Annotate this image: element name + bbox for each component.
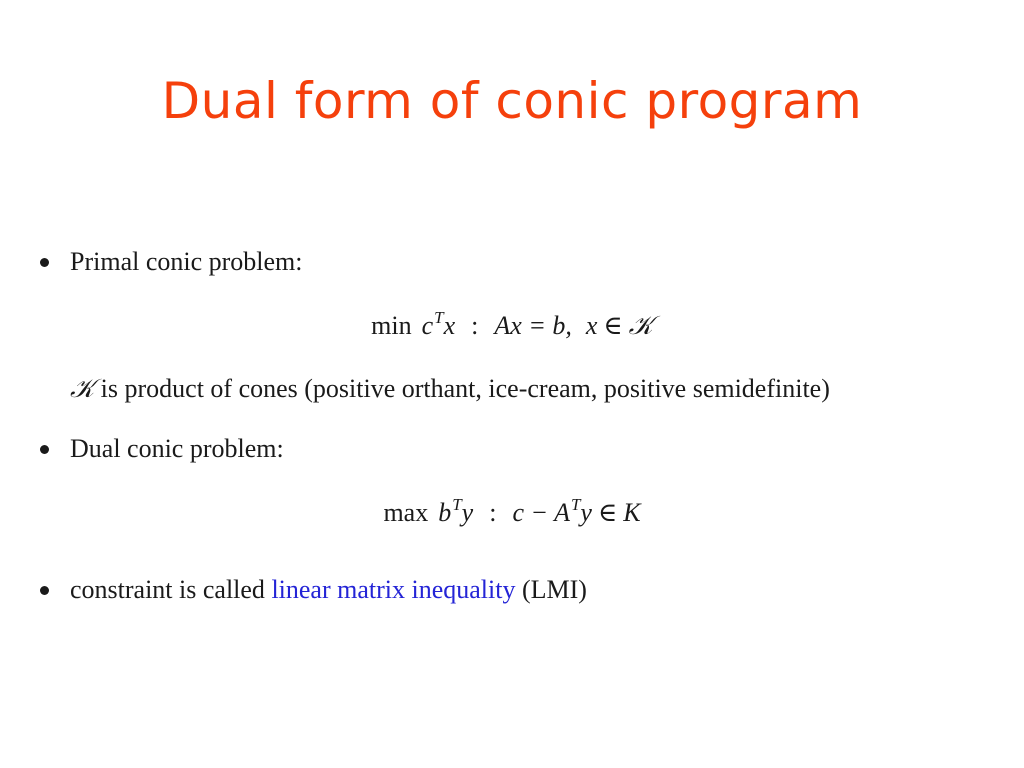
dual-y: y: [461, 498, 474, 527]
dual-K: K: [623, 498, 641, 527]
slide-title: Dual form of conic program: [161, 72, 863, 130]
lmi-line: [70, 574, 587, 606]
bullet-dot-icon: [40, 258, 49, 267]
lmi-suffix: (LMI): [515, 575, 587, 604]
note-text: is product of cones (positive orthant, ice-cream, positive semidefinite): [94, 374, 830, 403]
lmi-link[interactable]: linear matrix inequality: [271, 575, 516, 604]
primal-in: ∈: [603, 311, 623, 340]
cone-note: [70, 372, 830, 406]
primal-cone: 𝒦: [628, 311, 653, 341]
dual-label: Dual conic problem:: [70, 434, 284, 463]
dual-op: max: [383, 498, 429, 527]
primal-x: x: [443, 311, 456, 340]
primal-c: c: [421, 311, 434, 340]
primal-label: Primal conic problem:: [70, 247, 303, 276]
primal-sup-t: T: [434, 308, 444, 327]
dual-y2: y: [580, 498, 592, 527]
bullet-dot-icon: [40, 445, 49, 454]
dual-lhs: c − A: [512, 498, 570, 527]
lmi-prefix: constraint is called: [70, 575, 272, 604]
dual-in: ∈: [597, 498, 618, 527]
primal-equality: Ax = b,: [494, 311, 572, 340]
primal-op: min: [371, 311, 412, 340]
dual-sup-t: T: [452, 495, 462, 514]
note-cone: 𝒦: [70, 374, 95, 404]
dual-formula: [0, 496, 1024, 530]
primal-colon: :: [471, 311, 479, 340]
dual-sup-t2: T: [570, 495, 581, 514]
dual-colon: :: [489, 498, 497, 527]
primal-formula: [0, 309, 1024, 343]
bullet-dot-icon: [40, 586, 49, 595]
dual-b: b: [438, 498, 452, 527]
primal-x2: x: [585, 311, 598, 340]
